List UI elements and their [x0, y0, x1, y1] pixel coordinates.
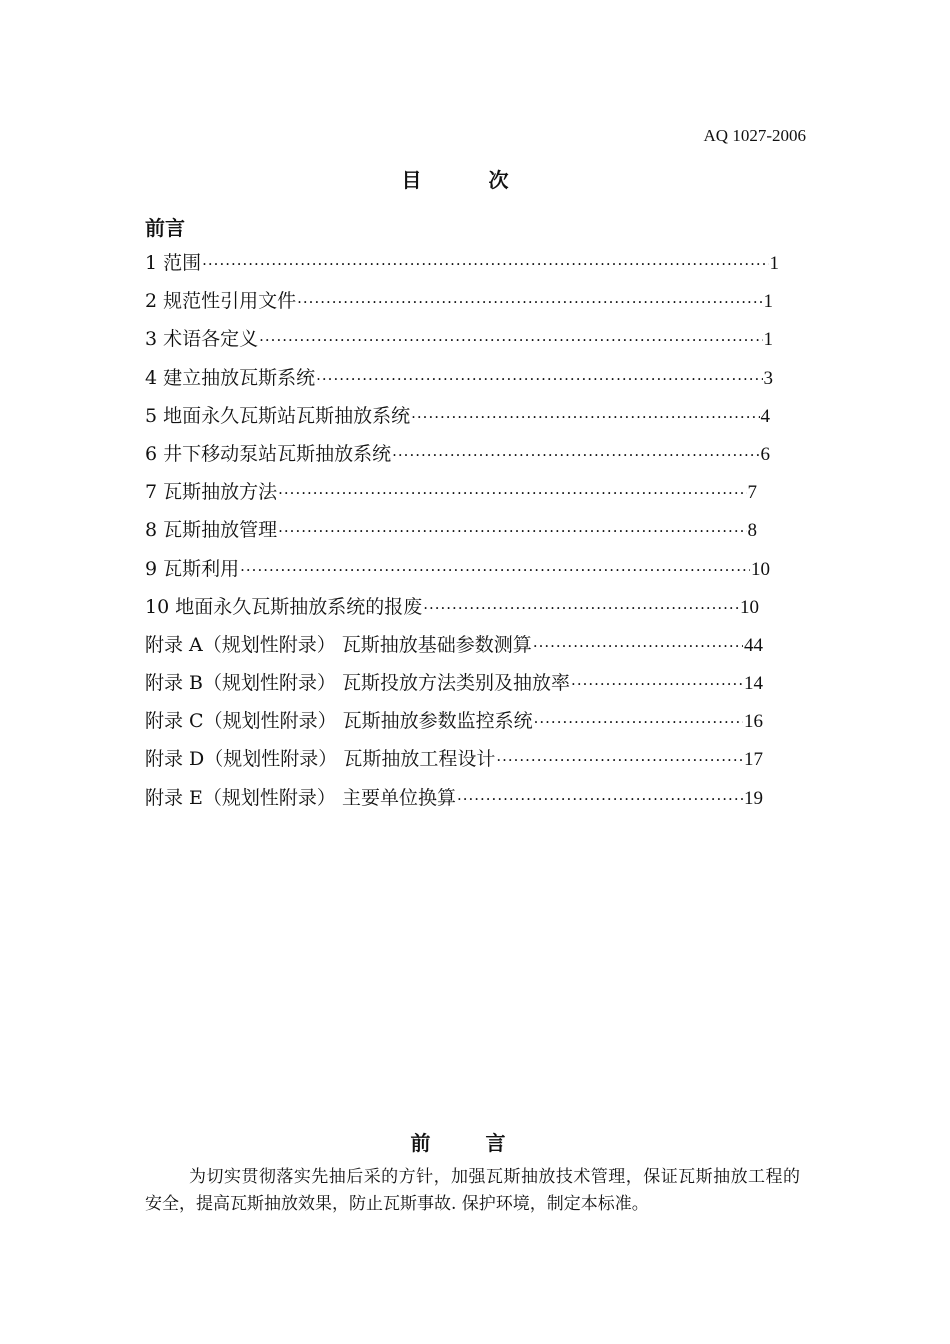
toc-entry-label: 5 地面永久瓦斯站瓦斯抽放系统	[145, 404, 411, 427]
toc-leader	[202, 251, 768, 277]
toc-leader	[533, 633, 743, 659]
toc-entry[interactable]	[145, 670, 763, 708]
toc-entry-page: 10	[751, 558, 770, 580]
toc-list	[145, 250, 785, 823]
toc-entry-label: 7 瓦斯抽放方法	[145, 481, 278, 504]
standard-code: AQ 1027-2006	[703, 126, 806, 145]
toc-entry[interactable]	[145, 479, 757, 517]
toc-leader	[411, 404, 759, 430]
toc-leader	[259, 327, 762, 353]
toc-entry-label: 附录 E（规划性附录） 主要单位换算	[145, 786, 456, 809]
toc-entry-page: 1	[763, 291, 773, 313]
toc-entry-page: 8	[747, 520, 757, 542]
toc-entry-label: 6 井下移动泵站瓦斯抽放系统	[145, 442, 392, 465]
toc-entry-foreword[interactable]: 前言	[145, 216, 185, 240]
toc-entry-label: 3 术语各定义	[145, 328, 259, 351]
toc-entry-label: 9 瓦斯利用	[145, 557, 240, 580]
toc-entry-page: 44	[744, 634, 763, 656]
toc-entry[interactable]	[145, 785, 763, 823]
toc-entry-page: 3	[763, 367, 773, 389]
toc-entry-label: 附录 C（规划性附录） 瓦斯抽放参数监控系统	[145, 710, 533, 733]
foreword-title: 前 言	[410, 1131, 530, 1155]
toc-entry[interactable]	[145, 326, 773, 364]
toc-leader	[392, 442, 759, 468]
toc-entry-page: 16	[744, 711, 763, 733]
toc-entry-page: 14	[744, 673, 763, 695]
toc-leader	[534, 709, 743, 735]
toc-entry[interactable]	[145, 632, 763, 670]
toc-leader	[316, 366, 762, 392]
toc-entry[interactable]	[145, 250, 779, 288]
toc-entry[interactable]	[145, 746, 763, 784]
toc-entry-page: 7	[747, 482, 757, 504]
toc-entry-label: 4 建立抽放瓦斯系统	[145, 366, 316, 389]
toc-entry-page: 4	[760, 405, 770, 427]
toc-title: 目 次	[401, 168, 539, 192]
toc-entry-label: 附录 A（规划性附录） 瓦斯抽放基础参数测算	[145, 633, 532, 656]
toc-entry[interactable]	[145, 594, 759, 632]
toc-leader	[423, 595, 739, 621]
toc-entry[interactable]	[145, 365, 773, 403]
toc-entry[interactable]	[145, 403, 770, 441]
toc-entry-page: 19	[744, 787, 763, 809]
toc-entry[interactable]	[145, 517, 757, 555]
toc-leader	[571, 671, 743, 697]
toc-entry-label: 1 范围	[145, 252, 202, 274]
toc-entry-label: 附录 D（规划性附录） 瓦斯抽放工程设计	[145, 748, 496, 771]
toc-leader	[278, 480, 746, 506]
toc-entry[interactable]	[145, 441, 770, 479]
toc-leader	[457, 786, 743, 812]
toc-entry-label: 10 地面永久瓦斯抽放系统的报废	[145, 595, 423, 618]
toc-entry[interactable]	[145, 288, 773, 326]
toc-entry-page: 1	[769, 253, 779, 274]
toc-entry-page: 17	[744, 749, 763, 771]
toc-entry-label: 8 瓦斯抽放管理	[145, 519, 278, 542]
toc-leader	[297, 289, 762, 315]
toc-entry-page: 1	[763, 329, 773, 351]
toc-entry-label: 2 规范性引用文件	[145, 290, 297, 313]
toc-leader	[278, 518, 746, 544]
toc-entry-label: 附录 B（规划性附录） 瓦斯投放方法类别及抽放率	[145, 672, 571, 695]
toc-entry-page: 6	[760, 443, 770, 465]
foreword-body: 为切实贯彻落实先抽后采的方针，加强瓦斯抽放技术管理，保证瓦斯抽放工程的安全，提高瓦斯抽放效果，防止瓦斯事故. 保护环境，制定本标准。	[145, 1167, 800, 1214]
toc-entry[interactable]	[145, 708, 763, 746]
toc-leader	[240, 557, 750, 583]
toc-entry-page: 10	[740, 596, 759, 618]
toc-entry[interactable]	[145, 556, 770, 594]
toc-leader	[496, 747, 743, 773]
